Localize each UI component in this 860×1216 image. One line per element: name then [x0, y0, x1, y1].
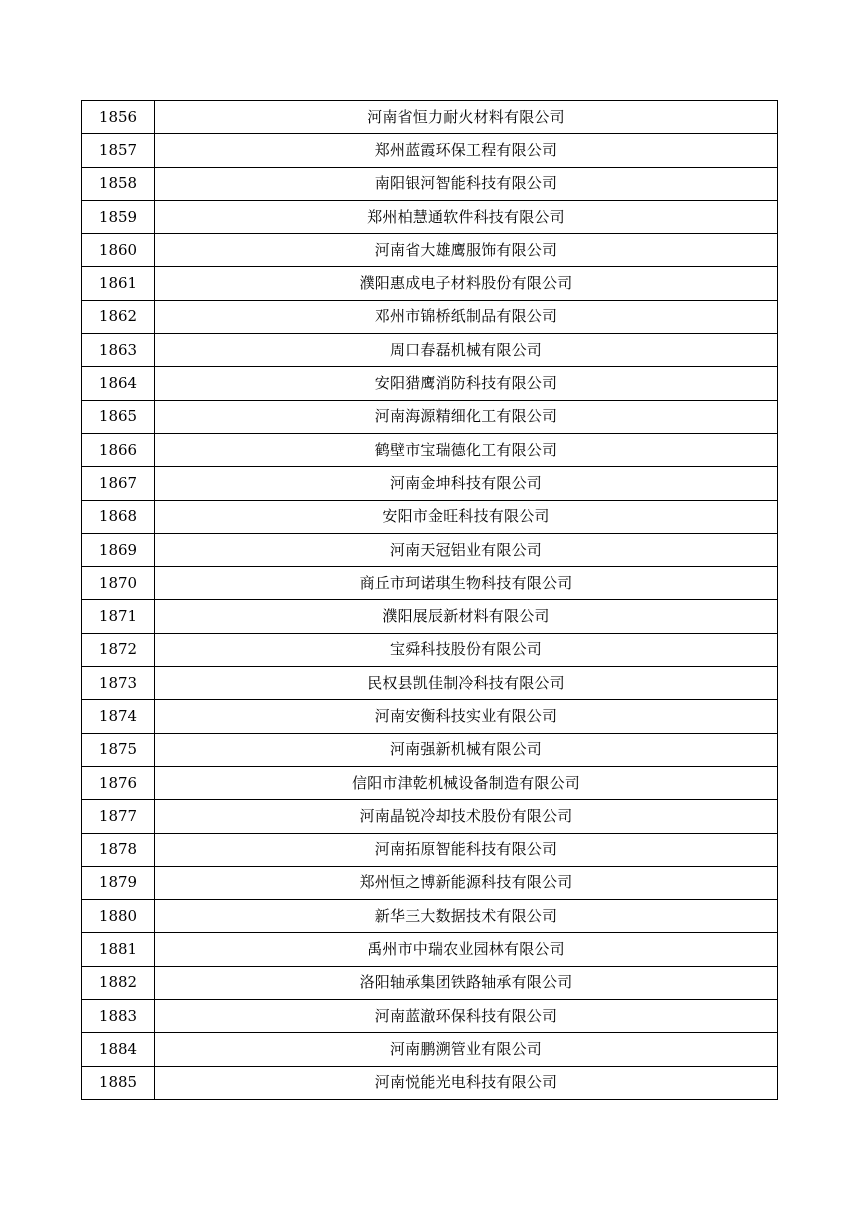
row-number-cell: 1859: [82, 200, 155, 233]
table-row: [82, 633, 778, 666]
row-number-cell: 1864: [82, 367, 155, 400]
company-name-cell: 河南海源精细化工有限公司: [155, 400, 778, 433]
company-name-cell: 安阳猎鹰消防科技有限公司: [155, 367, 778, 400]
company-name-cell: 河南鹏溯管业有限公司: [155, 1033, 778, 1066]
company-name-cell: 信阳市津乾机械设备制造有限公司: [155, 766, 778, 799]
row-number-cell: 1876: [82, 766, 155, 799]
company-name-cell: 郑州蓝霞环保工程有限公司: [155, 134, 778, 167]
row-number-cell: 1866: [82, 433, 155, 466]
table-row: [82, 533, 778, 566]
company-name-cell: 河南金坤科技有限公司: [155, 467, 778, 500]
table-row: [82, 367, 778, 400]
table-row: [82, 433, 778, 466]
table-row: [82, 500, 778, 533]
company-name-cell: 南阳银河智能科技有限公司: [155, 167, 778, 200]
row-number-cell: 1871: [82, 600, 155, 633]
table-row: [82, 766, 778, 799]
company-name-cell: 河南蓝澈环保科技有限公司: [155, 1000, 778, 1033]
company-name-cell: 民权县凯佳制冷科技有限公司: [155, 667, 778, 700]
table-row: [82, 1066, 778, 1099]
row-number-cell: 1877: [82, 800, 155, 833]
table-row: [82, 800, 778, 833]
company-name-cell: 郑州恒之博新能源科技有限公司: [155, 866, 778, 899]
company-name-cell: 邓州市锦桥纸制品有限公司: [155, 300, 778, 333]
company-name-cell: 宝舜科技股份有限公司: [155, 633, 778, 666]
row-number-cell: 1856: [82, 101, 155, 134]
table-row: [82, 234, 778, 267]
row-number-cell: 1873: [82, 667, 155, 700]
table-row: [82, 600, 778, 633]
company-name-cell: 河南晶锐冷却技术股份有限公司: [155, 800, 778, 833]
row-number-cell: 1860: [82, 234, 155, 267]
table-row: [82, 567, 778, 600]
table-row: [82, 966, 778, 999]
row-number-cell: 1861: [82, 267, 155, 300]
row-number-cell: 1869: [82, 533, 155, 566]
row-number-cell: 1862: [82, 300, 155, 333]
company-name-cell: 濮阳展辰新材料有限公司: [155, 600, 778, 633]
table-row: [82, 1033, 778, 1066]
row-number-cell: 1879: [82, 866, 155, 899]
row-number-cell: 1878: [82, 833, 155, 866]
company-name-cell: 河南省大雄鹰服饰有限公司: [155, 234, 778, 267]
table-row: [82, 833, 778, 866]
table-row: [82, 267, 778, 300]
company-name-cell: 禹州市中瑞农业园林有限公司: [155, 933, 778, 966]
company-name-cell: 河南安衡科技实业有限公司: [155, 700, 778, 733]
table-row: [82, 300, 778, 333]
company-name-cell: 新华三大数据技术有限公司: [155, 900, 778, 933]
row-number-cell: 1858: [82, 167, 155, 200]
row-number-cell: 1883: [82, 1000, 155, 1033]
table-row: [82, 134, 778, 167]
row-number-cell: 1857: [82, 134, 155, 167]
table-row: [82, 667, 778, 700]
table-row: [82, 334, 778, 367]
table-row: [82, 733, 778, 766]
company-name-cell: 洛阳轴承集团铁路轴承有限公司: [155, 966, 778, 999]
table-body: [82, 101, 778, 1100]
company-name-cell: 安阳市金旺科技有限公司: [155, 500, 778, 533]
table-row: [82, 866, 778, 899]
row-number-cell: 1885: [82, 1066, 155, 1099]
row-number-cell: 1867: [82, 467, 155, 500]
company-name-cell: 河南强新机械有限公司: [155, 733, 778, 766]
row-number-cell: 1882: [82, 966, 155, 999]
row-number-cell: 1868: [82, 500, 155, 533]
row-number-cell: 1875: [82, 733, 155, 766]
row-number-cell: 1865: [82, 400, 155, 433]
company-name-cell: 濮阳惠成电子材料股份有限公司: [155, 267, 778, 300]
table-row: [82, 200, 778, 233]
table-row: [82, 900, 778, 933]
row-number-cell: 1874: [82, 700, 155, 733]
row-number-cell: 1880: [82, 900, 155, 933]
row-number-cell: 1870: [82, 567, 155, 600]
company-name-cell: 河南拓原智能科技有限公司: [155, 833, 778, 866]
company-name-cell: 郑州柏慧通软件科技有限公司: [155, 200, 778, 233]
company-name-cell: 河南天冠铝业有限公司: [155, 533, 778, 566]
table-row: [82, 400, 778, 433]
row-number-cell: 1872: [82, 633, 155, 666]
table-row: [82, 167, 778, 200]
row-number-cell: 1884: [82, 1033, 155, 1066]
company-list-table: [81, 100, 778, 1100]
table-row: [82, 700, 778, 733]
company-name-cell: 周口春磊机械有限公司: [155, 334, 778, 367]
company-name-cell: 河南悦能光电科技有限公司: [155, 1066, 778, 1099]
company-name-cell: 河南省恒力耐火材料有限公司: [155, 101, 778, 134]
row-number-cell: 1863: [82, 334, 155, 367]
table-row: [82, 467, 778, 500]
table-row: [82, 101, 778, 134]
table-row: [82, 933, 778, 966]
company-name-cell: 鹤壁市宝瑞德化工有限公司: [155, 433, 778, 466]
company-name-cell: 商丘市珂诺琪生物科技有限公司: [155, 567, 778, 600]
table-row: [82, 1000, 778, 1033]
row-number-cell: 1881: [82, 933, 155, 966]
